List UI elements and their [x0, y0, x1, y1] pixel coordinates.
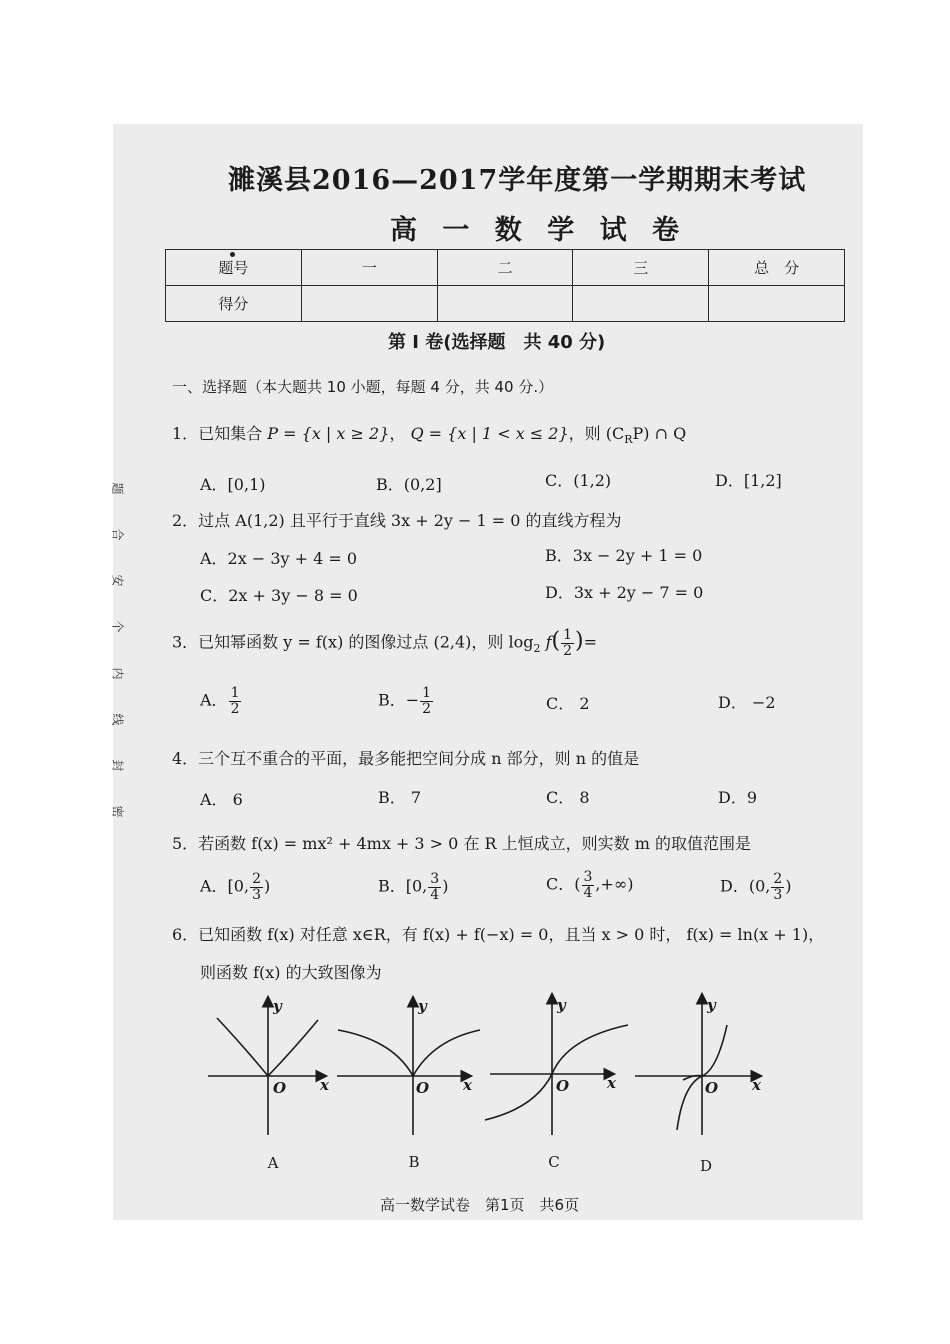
q3-option-a[interactable] — [200, 686, 242, 716]
question-text: P) ∩ Q — [632, 424, 687, 443]
q3-option-b[interactable] — [378, 686, 434, 716]
function-f: f — [540, 632, 552, 652]
margin-char: 安 — [110, 574, 125, 587]
q2-option-a[interactable]: A．2x − 3y + 4 = 0 — [200, 549, 358, 568]
question-1: 1．已知集合 P = {x | x ≥ 2}， Q = {x | 1 < x ≤ 2}，则 $(C_RP)$ ∩ Q — [172, 424, 687, 447]
question-text: = — [583, 632, 598, 652]
seal-line-notice — [108, 480, 128, 820]
score-table — [165, 249, 845, 322]
y-axis-label: y — [418, 997, 427, 1015]
score-cell: 三 — [573, 250, 709, 286]
margin-char: 合 — [110, 528, 125, 541]
x-axis-label: x — [320, 1076, 329, 1094]
option-label: B．− — [378, 690, 420, 710]
set-p: P = {x | x ≥ 2} — [267, 424, 390, 443]
question-number: 1． — [172, 424, 199, 443]
margin-char: 题 — [110, 482, 125, 495]
option-label: ) — [785, 876, 792, 896]
section-heading: 一、选择题（本大题共 10 小题，每题 4 分，共 40 分.） — [172, 378, 554, 396]
option-label: D．(0, — [720, 876, 771, 896]
q1-option-d[interactable]: D．[1,2] — [715, 471, 782, 490]
margin-char: 封 — [110, 759, 125, 772]
q2-option-d[interactable]: D．3x + 2y − 7 = 0 — [545, 583, 704, 602]
q3-option-c[interactable]: C． 2 — [546, 694, 590, 713]
question-5: 5．若函数 f(x) = mx² + 4mx + 3 > 0 在 R 上恒成立，则实数 m 的取值范围是 — [172, 834, 752, 853]
fraction: $\frac{1}{2}$ — [422, 685, 432, 717]
fraction: $\frac{3}{4}$ — [430, 871, 440, 903]
set-q: Q = {x | 1 < x ≤ 2} — [410, 424, 569, 443]
score-cell: 题号 — [166, 250, 302, 286]
origin-label: O — [556, 1077, 570, 1095]
origin-label: O — [705, 1079, 719, 1097]
question-4: 4．三个互不重合的平面，最多能把空间分成 n 部分，则 n 的值是 — [172, 749, 640, 768]
q2-option-b[interactable]: B．3x − 2y + 1 = 0 — [545, 546, 703, 565]
margin-char: 线 — [110, 713, 125, 726]
question-text: 已知集合 — [198, 424, 263, 443]
subscript: R — [624, 433, 633, 447]
question-6-line2: 则函数 f(x) 的大致图像为 — [200, 963, 382, 982]
y-axis-label: y — [273, 997, 282, 1015]
question-6-line1: 6．已知函数 f(x) 对任意 x∈R，有 f(x) + f(−x) = 0，且当 x > 0 时， f(x) = ln(x + 1)， — [172, 925, 825, 944]
q4-option-b[interactable]: B． 7 — [378, 788, 422, 807]
option-label: A．[0, — [200, 876, 250, 896]
q4-option-a[interactable]: A． 6 — [200, 790, 243, 809]
option-label: B．[0, — [378, 876, 428, 896]
score-cell: 得分 — [166, 286, 302, 322]
graph-a[interactable] — [208, 998, 325, 1135]
score-cell: 一 — [301, 250, 437, 286]
option-label: ) — [264, 876, 271, 896]
exam-subtitle: 高 一 数 学 试 卷 — [390, 215, 687, 246]
graph-label-b: B — [408, 1153, 420, 1171]
option-label: ) — [442, 876, 449, 896]
exam-title: 濉溪县2016—2017学年度第一学期期末考试 — [228, 165, 807, 196]
part-title: 第 I 卷(选择题 共 40 分) — [388, 332, 606, 353]
score-cell[interactable] — [573, 286, 709, 322]
q5-option-d[interactable] — [720, 872, 792, 902]
q5-option-b[interactable] — [378, 872, 448, 902]
graph-label-d: D — [699, 1157, 713, 1175]
x-axis-label: x — [752, 1076, 761, 1094]
fraction: $\frac{1}{2}$ — [563, 627, 573, 659]
score-cell[interactable] — [709, 286, 845, 322]
question-text: 3．已知幂函数 y = f(x) 的图像过点 (2,4)，则 log — [172, 632, 534, 652]
q2-option-c[interactable]: C．2x + 3y − 8 = 0 — [200, 586, 358, 605]
q5-option-c[interactable] — [546, 870, 633, 900]
subscript: 2 — [533, 641, 541, 655]
graph-d[interactable] — [635, 995, 760, 1135]
option-label: A． — [200, 690, 228, 710]
q4-option-c[interactable]: C． 8 — [546, 788, 590, 807]
q6-graph-options — [205, 990, 775, 1180]
q5-option-a[interactable] — [200, 872, 270, 902]
score-cell[interactable] — [437, 286, 573, 322]
y-axis-label: y — [557, 996, 566, 1014]
page-footer: 高一数学试卷 第1页 共6页 — [380, 1196, 580, 1214]
q4-option-d[interactable]: D．9 — [718, 788, 758, 807]
margin-char: 密 — [110, 805, 125, 818]
fraction: $\frac{3}{4}$ — [583, 869, 593, 901]
question-3: 3．已知幂函数 y = f(x) 的图像过点 (2,4)，则 $\log_2 f$( $\frac{1}{2}$ )= — [172, 627, 598, 659]
x-axis-label: x — [607, 1074, 616, 1092]
q1-option-a[interactable]: A．[0,1) — [200, 475, 266, 494]
fraction: $\frac{2}{3}$ — [773, 871, 783, 903]
question-2: 2．过点 A(1,2) 且平行于直线 3x + 2y − 1 = 0 的直线方程为 — [172, 511, 622, 530]
fraction: $\frac{2}{3}$ — [252, 871, 261, 903]
graph-c[interactable] — [485, 995, 628, 1135]
graph-b[interactable] — [337, 998, 480, 1135]
score-cell[interactable] — [301, 286, 437, 322]
q1-option-c[interactable]: C．(1,2) — [545, 471, 612, 490]
score-cell: 总 分 — [709, 250, 845, 286]
x-axis-label: x — [463, 1076, 472, 1094]
graph-label-a: A — [267, 1154, 279, 1172]
option-label: ,+∞) — [595, 874, 634, 894]
question-text: ，则 (C — [568, 424, 625, 443]
score-table-score-row — [166, 286, 845, 322]
score-cell: 二 — [437, 250, 573, 286]
q1-option-b[interactable]: B．(0,2] — [376, 475, 442, 494]
fraction: $\frac{1}{2}$ — [230, 685, 240, 717]
score-table-header-row — [166, 250, 845, 286]
origin-label: O — [273, 1079, 287, 1097]
y-axis-label: y — [707, 996, 716, 1014]
option-label: C．( — [546, 874, 581, 894]
margin-char: 个 — [110, 620, 125, 633]
margin-char: 内 — [110, 667, 125, 680]
origin-label: O — [416, 1079, 430, 1097]
q3-option-d[interactable]: D． −2 — [718, 693, 776, 712]
graph-label-c: C — [548, 1153, 560, 1171]
